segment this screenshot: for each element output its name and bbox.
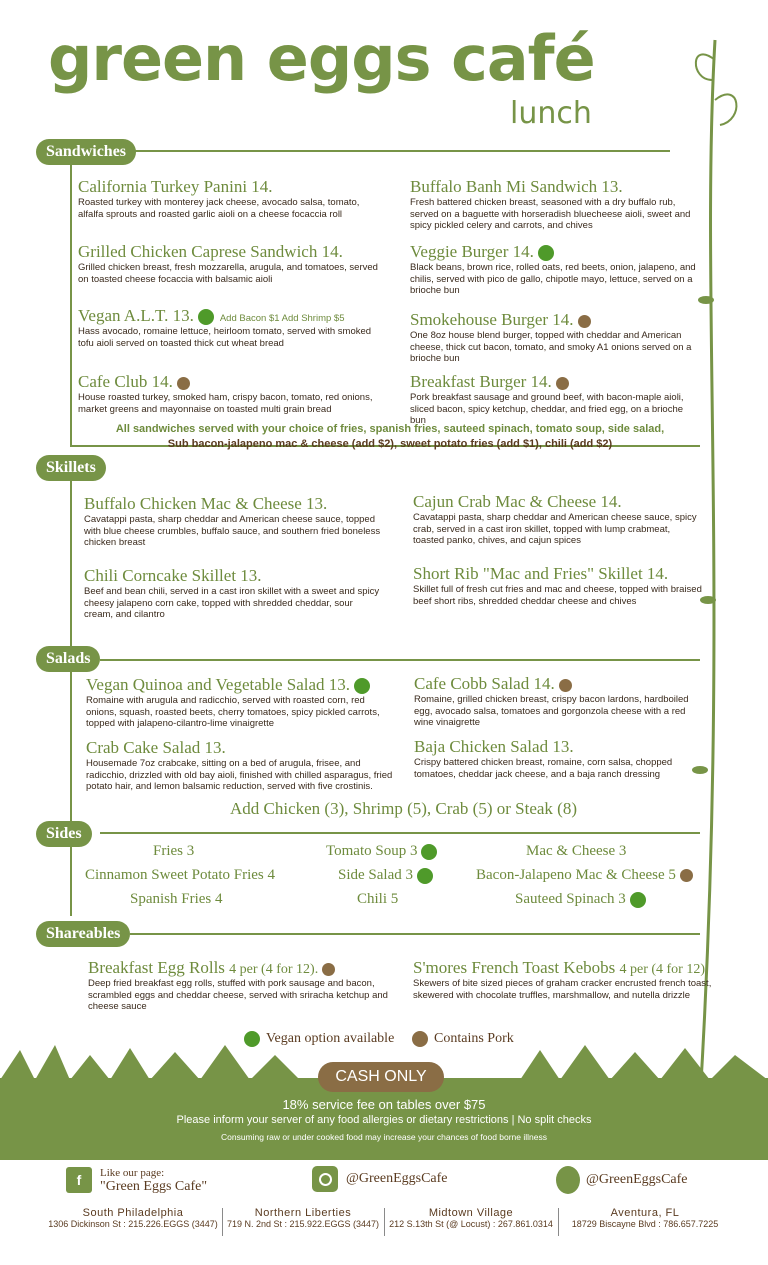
menu-item <box>86 738 396 793</box>
location-city: Northern Liberties <box>254 1207 352 1219</box>
item-addon: Add Bacon $1 Add Shrimp $5 <box>219 313 345 324</box>
item-name: S'mores French Toast Kebobs <box>413 958 616 977</box>
vegan-icon <box>538 245 554 261</box>
menu-item <box>78 242 378 285</box>
twitter-link[interactable] <box>556 1166 688 1194</box>
location <box>48 1207 218 1229</box>
item-desc: Skewers of bite sized pieces of graham cracker encrusted french toast, skewered with chocolate truffles, marshmallow, and nutella drizzle <box>413 978 712 1001</box>
menu-item <box>410 242 700 297</box>
section-shareables: Shareables <box>36 921 130 947</box>
vegan-icon <box>354 678 370 694</box>
raw-food-notice: Consuming raw or under cooked food may increase your chances of food borne illness <box>220 1132 547 1142</box>
legend-label: Vegan option available <box>266 1031 395 1046</box>
item-desc: Romaine with arugula and radicchio, served with roasted corn, red onions, squash, roasted beets, cherry tomatoes, spicy pickled carrots, topped with jalapeno-cilantro-lime vinaigrette <box>86 695 380 729</box>
section-salads: Salads <box>36 646 100 672</box>
instagram-handle: @GreenEggsCafe <box>346 1171 448 1186</box>
facebook-icon: f <box>66 1167 92 1193</box>
salad-addons: Add Chicken (3), Shrimp (5), Crab (5) or Steak (8) <box>230 799 578 818</box>
side-item: Tomato Soup 3 <box>326 843 418 859</box>
vegan-icon <box>198 309 214 325</box>
section-border <box>70 846 72 916</box>
page-subtitle: lunch <box>510 96 592 131</box>
menu-item <box>78 177 378 220</box>
item-desc: Deep fried breakfast egg rolls, stuffed with pork sausage and bacon, scrambled eggs and cheddar cheese, served with sriracha ketchup and cheese sauce <box>88 978 388 1012</box>
item-desc: Cavatappi pasta, sharp cheddar and American cheese sauce, spicy crab, served in a cast iron skillet, topped with lump crabmeat, toasted panko, chives, and cajun spices <box>413 512 697 546</box>
page-title: green eggs café <box>48 22 595 95</box>
item-name: Veggie Burger 14. <box>410 242 534 261</box>
menu-item <box>84 566 384 621</box>
location-address: 212 S.13th St (@ Locust) : 267.861.0314 <box>389 1219 553 1229</box>
item-name: Smokehouse Burger 14. <box>410 310 574 329</box>
cash-only-badge: CASH ONLY <box>318 1062 444 1092</box>
vegan-icon <box>421 844 437 860</box>
location <box>386 1207 556 1229</box>
item-desc: Skillet full of fresh cut fries and mac and cheese, topped with braised beef short ribs, shredded cheddar cheese and chives <box>413 584 702 607</box>
menu-item <box>413 492 703 547</box>
item-name: Chili Corncake Skillet 13. <box>84 566 262 585</box>
item-desc: Roasted turkey with monterey jack cheese, avocado salsa, tomato, alfalfa sprouts and roasted garlic aioli on a cheese focaccia roll <box>78 197 360 220</box>
item-desc: Beef and bean chili, served in a cast iron skillet with a sweet and spicy cheesy jalapeno corn cake, topped with shredded cheddar, sour cream, and cilantro <box>84 586 380 620</box>
pork-icon <box>680 869 693 882</box>
section-line <box>130 933 700 935</box>
pork-icon <box>177 377 190 390</box>
location-city: South Philadelphia <box>82 1207 184 1219</box>
section-line <box>100 659 700 661</box>
item-desc: Black beans, brown rice, rolled oats, red beets, onion, jalapeno, and chilis, served with pico de gallo, chipotle mayo, lettuce, served on a brioche bun <box>410 262 696 296</box>
item-name: Vegan Quinoa and Vegetable Salad 13. <box>86 675 351 694</box>
item-name: Short Rib "Mac and Fries" Skillet 14. <box>413 564 669 583</box>
item-name: Cafe Cobb Salad 14. <box>414 674 555 693</box>
menu-item <box>78 372 378 415</box>
item-desc: Hass avocado, romaine lettuce, heirloom tomato, served with smoked tofu aioli served on toasted thick cut wheat bread <box>78 326 372 349</box>
vegan-icon <box>630 892 646 908</box>
pork-icon <box>556 377 569 390</box>
section-line <box>130 150 670 152</box>
item-name: Buffalo Banh Mi Sandwich 13. <box>410 177 623 196</box>
item-desc: Pork breakfast sausage and ground beef, with bacon-maple aioli, sliced bacon, spicy ketchup, cheddar, and fried egg, on a brioche bun <box>410 392 684 426</box>
side-item: Bacon-Jalapeno Mac & Cheese 5 <box>476 867 676 883</box>
sandwich-note: Sub bacon-jalapeno mac & cheese (add $2), sweet potato fries (add $1), chili (add $2) <box>167 438 613 450</box>
menu-item <box>414 674 704 729</box>
menu-item <box>410 177 700 232</box>
item-name: Grilled Chicken Caprese Sandwich 14. <box>78 242 343 261</box>
item-name: Vegan A.L.T. 13. <box>78 306 194 325</box>
section-sandwiches: Sandwiches <box>36 139 136 165</box>
item-desc: Grilled chicken breast, fresh mozzarella, arugula, and tomatoes, served on toasted cheese focaccia with balsamic aioli <box>78 262 378 285</box>
location <box>560 1207 730 1229</box>
menu-item <box>410 310 700 365</box>
location <box>224 1207 382 1229</box>
item-name: Cafe Club 14. <box>78 372 173 391</box>
side-item: Mac & Cheese 3 <box>526 843 627 859</box>
item-desc: Crispy battered chicken breast, romaine, corn salsa, chopped tomatoes, cheddar jack cheese, and a baja ranch dressing <box>414 757 673 780</box>
pork-icon <box>559 679 572 692</box>
item-desc: Housemade 7oz crabcake, sitting on a bed of arugula, frisee, and radicchio, drizzled with old bay aioli, finished with chilled asparagus, fried potato hair, and lemon balsamic reduction, served with five crostinis. <box>86 758 393 792</box>
item-name: California Turkey Panini 14. <box>78 177 273 196</box>
item-price: 4 per (4 for 12). <box>229 962 319 977</box>
facebook-line1: Like our page: <box>100 1167 165 1179</box>
menu-item <box>84 494 384 549</box>
instagram-icon <box>312 1166 338 1192</box>
pork-icon <box>322 963 335 976</box>
side-item: Chili 5 <box>357 891 399 907</box>
side-item: Side Salad 3 <box>338 867 413 883</box>
egg-icon <box>556 1166 580 1194</box>
divider <box>558 1208 559 1236</box>
menu-item <box>414 737 704 780</box>
allergy-notice: Please inform your server of any food allergies or dietary restrictions | No split checks <box>176 1114 592 1126</box>
section-skillets: Skillets <box>36 455 106 481</box>
item-name: Breakfast Burger 14. <box>410 372 552 391</box>
item-name: Crab Cake Salad 13. <box>86 738 226 757</box>
item-price: 4 per (4 for 12) <box>619 962 706 977</box>
item-name: Breakfast Egg Rolls <box>88 958 225 977</box>
menu-item <box>413 564 708 607</box>
sandwich-note: All sandwiches served with your choice of fries, spanish fries, sauteed spinach, tomato soup, side salad, <box>115 423 665 435</box>
instagram-link[interactable] <box>312 1166 448 1192</box>
side-item: Fries 3 <box>153 843 195 859</box>
divider <box>222 1208 223 1236</box>
legend-label: Contains Pork <box>434 1031 514 1046</box>
item-name: Cajun Crab Mac & Cheese 14. <box>413 492 622 511</box>
section-border <box>70 165 72 445</box>
menu-item <box>88 958 388 1013</box>
item-desc: Cavatappi pasta, sharp cheddar and American cheese sauce, topped with blue cheese crumbles, buffalo sauce, and southern fried boneless chicken breast <box>84 514 381 548</box>
section-border <box>70 480 72 650</box>
twitter-handle: @GreenEggsCafe <box>586 1172 688 1187</box>
facebook-line2: "Green Eggs Cafe" <box>100 1179 208 1194</box>
menu-item <box>413 958 713 1001</box>
location-city: Aventura, FL <box>610 1207 680 1219</box>
section-sides: Sides <box>36 821 92 847</box>
side-item: Sauteed Spinach 3 <box>515 891 626 907</box>
item-desc: Fresh battered chicken breast, seasoned with a dry buffalo rub, served on a baguette with horseradish bluecheese aioli, sweet and spicy pickled celery and carrots, and chives <box>410 197 691 231</box>
location-address: 719 N. 2nd St : 215.922.EGGS (3447) <box>226 1219 380 1229</box>
menu-item <box>410 372 700 427</box>
location-city: Midtown Village <box>428 1207 514 1219</box>
facebook-link[interactable] <box>66 1166 207 1194</box>
location-address: 18729 Biscayne Blvd : 786.657.7225 <box>571 1219 719 1229</box>
service-fee: 18% service fee on tables over $75 <box>282 1097 486 1112</box>
item-desc: House roasted turkey, smoked ham, crispy bacon, tomato, red onions, market greens and mayonnaise on toasted multi grain bread <box>78 392 373 415</box>
side-item: Cinnamon Sweet Potato Fries 4 <box>85 867 275 883</box>
menu-item <box>78 306 378 349</box>
location-address: 1306 Dickinson St : 215.226.EGGS (3447) <box>48 1219 218 1229</box>
vegan-icon <box>417 868 433 884</box>
section-border <box>70 672 72 822</box>
section-line <box>100 832 700 834</box>
item-name: Baja Chicken Salad 13. <box>414 737 574 756</box>
menu-item <box>86 675 396 730</box>
divider <box>384 1208 385 1236</box>
side-item: Spanish Fries 4 <box>130 891 223 907</box>
item-desc: One 8oz house blend burger, topped with cheddar and American cheese, thick cut bacon, tomato, and smoky A1 onions served on a brioche bun <box>410 330 692 364</box>
pork-icon <box>578 315 591 328</box>
item-desc: Romaine, grilled chicken breast, crispy bacon lardons, hardboiled egg, avocado salsa, tomatoes and gorgonzola cheese with a red wine vinaigrette <box>414 694 689 728</box>
item-name: Buffalo Chicken Mac & Cheese 13. <box>84 494 328 513</box>
